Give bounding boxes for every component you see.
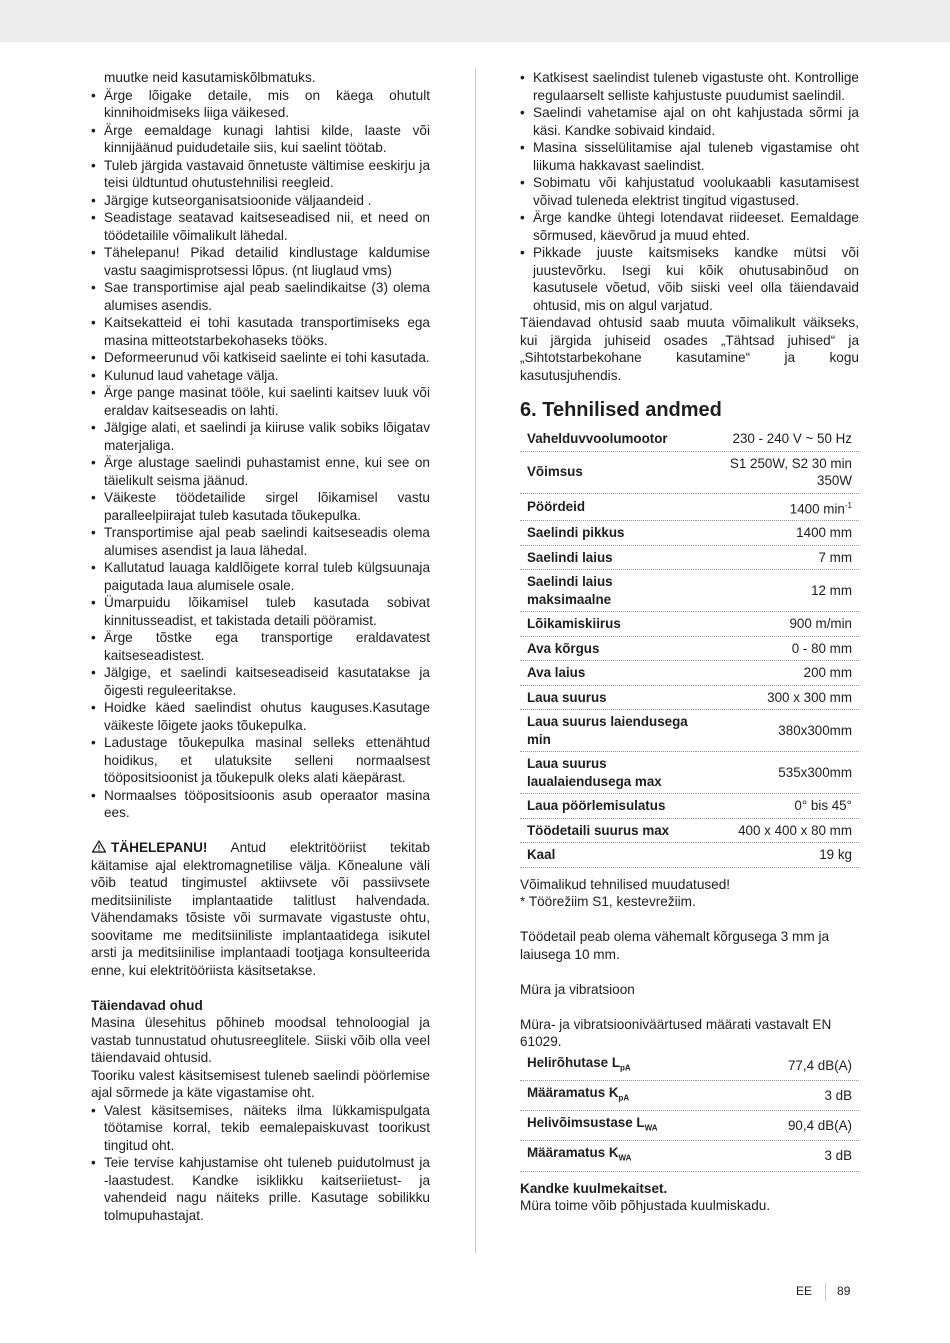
hazard-list bbox=[520, 69, 859, 314]
left-column bbox=[91, 69, 430, 1224]
spec-value bbox=[696, 661, 859, 686]
spec-value-text: 380x300mm bbox=[778, 723, 852, 739]
list-item: • Järgige kutseorganisatsioonide väljaandeid . bbox=[91, 192, 430, 210]
noise-label-subscript: pA bbox=[618, 1093, 630, 1103]
spec-value-text: 400 x 400 x 80 mm bbox=[738, 822, 852, 838]
spec-value-text: 0 - 80 mm bbox=[791, 640, 852, 656]
noise-label bbox=[520, 1141, 696, 1171]
spec-value-text: 230 - 240 V ~ 50 Hz bbox=[732, 431, 852, 446]
spec-value-text: 0° bis 45° bbox=[794, 798, 852, 814]
spec-label: Saelindi pikkus bbox=[520, 521, 696, 546]
spec-row bbox=[520, 636, 859, 661]
spec-label: Laua suurus laiendusega min bbox=[520, 710, 696, 752]
spec-value bbox=[696, 818, 859, 843]
noise-label-subscript: WA bbox=[618, 1154, 632, 1164]
noise-label-text: Helivõimsustase L bbox=[527, 1115, 645, 1131]
list-item: • Ärge kandke ühtegi lotendavat riideeset. Eemaldage sõrmused, käevõrud ja muud ehted. bbox=[520, 209, 859, 244]
spec-value bbox=[696, 794, 859, 819]
spec-label: Ava kõrgus bbox=[520, 636, 696, 661]
spec-value-text: 1400 mm bbox=[796, 525, 852, 541]
list-item: • Pikkade juuste kaitsmiseks kandke mütsi või juustevõrku. Isegi kui kõik ohutusabinõud on kasutusele võetud, võib siiski veel olla täiendavaid ohtusid, mis on algul varjatud. bbox=[520, 244, 859, 314]
spec-label: Pöördeid bbox=[520, 493, 696, 521]
list-item: • Jälgige alati, et saelindi ja kiiruse valik sobiks lõigatav materjaliga. bbox=[91, 419, 430, 454]
spec-row bbox=[520, 843, 859, 868]
list-item: • Ümarpuidu lõikamisel tuleb kasutada sobivat kinnitusseadist, et takistada detaili pööramist. bbox=[91, 594, 430, 629]
list-item: • Tuleb järgida vastavaid õnnetuste vältimise eeskirju ja teisi üldtuntud ohutustehnilisi reegleid. bbox=[91, 157, 430, 192]
page-footer bbox=[796, 1283, 850, 1301]
note-mode: * Töörežiim S1, kestevrežiim. bbox=[520, 894, 696, 910]
noise-table bbox=[520, 1051, 859, 1172]
spec-label: Laua suurus bbox=[520, 685, 696, 710]
noise-title: Müra ja vibratsioon bbox=[520, 981, 635, 997]
list-item: • Transportimise ajal peab saelindi kaitseseadis olema alumises asendist ja laua lähedal. bbox=[91, 524, 430, 559]
list-item: • Hoidke käed saelindist ohutus kauguses.Kasutage väikeste lõigete jaoks tõukepulka. bbox=[91, 699, 430, 734]
warning-paragraph bbox=[91, 839, 430, 979]
noise-label-subscript: pA bbox=[620, 1063, 631, 1073]
spec-value bbox=[696, 752, 859, 794]
workpiece-note: Töödetail peab olema vähemalt kõrgusega 3 mm ja laiusega 10 mm. bbox=[520, 929, 830, 962]
noise-text: Müra- ja vibratsiooniväärtused määrati vastavalt EN 61029. bbox=[520, 1016, 832, 1050]
spec-row bbox=[520, 451, 859, 493]
spec-label: Kaal bbox=[520, 843, 696, 868]
list-item: • Normaalses tööpositsioonis asub operaator masina ees. bbox=[91, 787, 430, 822]
noise-row bbox=[520, 1051, 859, 1081]
spec-label: Töödetaili suurus max bbox=[520, 818, 696, 843]
spec-value-text: 1400 min bbox=[789, 500, 845, 516]
spec-row bbox=[520, 685, 859, 710]
spec-label: Võimsus bbox=[520, 451, 696, 493]
spec-value bbox=[696, 843, 859, 868]
list-item: • Sobimatu või kahjustatud voolukaabli kasutamisest võivad tuleneda elektrist tingitud vigastused. bbox=[520, 174, 859, 209]
intro-line: muutke neid kasutamiskõlbmatuks. bbox=[104, 70, 316, 85]
noise-row bbox=[520, 1081, 859, 1111]
spec-value-text: 900 m/min bbox=[789, 616, 852, 632]
header-band bbox=[0, 0, 950, 42]
hearing-text: Müra toime võib põhjustada kuulmiskadu. bbox=[520, 1198, 771, 1214]
list-item: • Kallutatud lauaga kaldlõigete korral tuleb külgsuunaja paigutada laua alumisele osale. bbox=[91, 559, 430, 594]
hearing-title: Kandke kuulmekaitset. bbox=[520, 1180, 668, 1196]
list-item: • Saelindi vahetamise ajal on oht kahjustada sõrmi ja käsi. Kandke sobivaid kindaid. bbox=[520, 104, 859, 139]
list-item: • Seadistage seatavad kaitseseadised nii, et need on töödetailile võimalikult lähedal. bbox=[91, 209, 430, 244]
list-item: • Valest käsitsemises, näiteks ilma lükkamispulgata töötamise korral, tekib eemalepaiskuvast toorikust tingitud oht. bbox=[91, 1102, 430, 1155]
extra-hazards-title: Täiendavad ohud bbox=[91, 997, 203, 1013]
spec-row bbox=[520, 661, 859, 686]
spec-value bbox=[696, 427, 859, 451]
list-item: • Ärge alustage saelindi puhastamist enne, kui see on täielikult seisma jäänud. bbox=[91, 454, 430, 489]
safety-list bbox=[91, 87, 430, 822]
spec-value bbox=[696, 493, 859, 521]
spec-value bbox=[696, 545, 859, 570]
list-item: • Ärge pange masinat tööle, kui saelinti kaitsev luuk või eraldav kaitseseadis on lahti. bbox=[91, 384, 430, 419]
noise-row bbox=[520, 1111, 859, 1141]
spec-row bbox=[520, 427, 859, 451]
noise-label-text: Määramatus K bbox=[527, 1085, 619, 1101]
spec-value-text: 19 kg bbox=[819, 847, 852, 863]
list-item: • Deformeerunud või katkiseid saelinte ei tohi kasutada. bbox=[91, 349, 430, 367]
spec-row bbox=[520, 570, 859, 612]
spec-value-text: 7 mm bbox=[818, 549, 852, 565]
spec-value bbox=[696, 636, 859, 661]
spec-value-text: S1 250W, S2 30 min 350W bbox=[729, 455, 852, 488]
spec-value bbox=[696, 685, 859, 710]
extra-hazards-p1: Masina ülesehitus põhineb moodsal tehnoloogial ja vastab tunnustatud ohutusreeglitele. Siiski võib olla veel täiendavaid ohtusid. bbox=[91, 1015, 430, 1065]
spec-label: Ava laius bbox=[520, 661, 696, 686]
noise-value: 77,4 dB(A) bbox=[696, 1051, 859, 1081]
spec-row bbox=[520, 710, 859, 752]
spec-value bbox=[696, 451, 859, 493]
page-number: 89 bbox=[837, 1284, 851, 1299]
spec-row bbox=[520, 794, 859, 819]
noise-value: 90,4 dB(A) bbox=[696, 1111, 859, 1141]
noise-label-text: Määramatus K bbox=[527, 1145, 619, 1161]
list-item: • Kulunud laud vahetage välja. bbox=[91, 367, 430, 385]
warning-triangle-icon bbox=[91, 840, 107, 853]
spec-value-exponent: -1 bbox=[844, 500, 852, 510]
spec-row bbox=[520, 818, 859, 843]
noise-label bbox=[520, 1081, 696, 1111]
column-divider bbox=[475, 68, 476, 1253]
extra-hazards-p2: Tooriku valest käsitsemisest tuleneb saelindi pöörlemise ajal sõrmede ja käte vigastamise oht. bbox=[91, 1067, 430, 1100]
noise-label-text: Helirõhutase L bbox=[527, 1054, 621, 1070]
noise-value: 3 dB bbox=[696, 1141, 859, 1171]
list-item: • Tähelepanu! Pikad detailid kindlustage kaldumise vastu saagimisprotsessi lõpus. (nt liuglaud vms) bbox=[91, 244, 430, 279]
spec-row bbox=[520, 521, 859, 546]
spec-value-text: 300 x 300 mm bbox=[767, 689, 852, 705]
closing-paragraph: Täiendavad ohtusid saab muuta võimalikult väikseks, kui järgida juhiseid osades „Tähtsad juhised“ ja „Sihtotstarbekohane kasutamine“ ja kogu kasutusjuhendis. bbox=[520, 315, 859, 383]
footer-separator bbox=[825, 1283, 826, 1301]
spec-label: Laua pöörlemisulatus bbox=[520, 794, 696, 819]
noise-row bbox=[520, 1141, 859, 1171]
noise-label bbox=[520, 1051, 696, 1081]
list-item: • Teie tervise kahjustamise oht tuleneb puidutolmust ja -laastudest. Kandke isiklikku kaitseriietust- ja vahendeid nagu näiteks prille. Kasutage sobilikku tolmupuhastajat. bbox=[91, 1154, 430, 1224]
noise-value: 3 dB bbox=[696, 1081, 859, 1111]
spec-label: Vahelduvvoolumootor bbox=[520, 427, 696, 451]
warning-text: Antud elektritööriist tekitab käitamise ajal elektromagnetilise välja. Kõnealune väli võib teatud tingimustel aktiivsete või passiivsete meditsiiniliste implantaatide talitlust halvendada. Vähendamaks tõsiste või surmavate vigastuste ohtu, soovitame me meditsiiniliste implantaatidega isikutel arsti ja meditsiinilise implantaadi tootjaga konsulteerida enne, kui elektritööriista käsitsetakse. bbox=[91, 840, 431, 978]
spec-value-text: 12 mm bbox=[811, 583, 852, 599]
language-code: EE bbox=[796, 1284, 813, 1299]
list-item: • Sae transportimise ajal peab saelindikaitse (3) olema alumises asendis. bbox=[91, 279, 430, 314]
section-title: 6. Tehnilised andmed bbox=[520, 399, 722, 421]
warning-title: TÄHELEPANU! bbox=[111, 840, 208, 855]
spec-label: Saelindi laius maksimaalne bbox=[520, 570, 696, 612]
spec-value bbox=[696, 570, 859, 612]
spec-value bbox=[696, 521, 859, 546]
spec-value-text: 200 mm bbox=[803, 665, 852, 681]
list-item: • Masina sisselülitamise ajal tuleneb vigastamise oht liikuma hakkavast saelindist. bbox=[520, 139, 859, 174]
list-item: • Väikeste töödetailide sirgel lõikamisel vastu paralleelpiirajat tuleb kasutada tõukepulka. bbox=[91, 489, 430, 524]
spec-value bbox=[696, 612, 859, 637]
right-column bbox=[520, 69, 859, 1215]
spec-label: Lõikamiskiirus bbox=[520, 612, 696, 637]
spec-row bbox=[520, 612, 859, 637]
note-changes: Võimalikud tehnilised muudatused! bbox=[520, 876, 731, 892]
noise-label-subscript: WA bbox=[644, 1123, 658, 1133]
spec-row bbox=[520, 752, 859, 794]
noise-label bbox=[520, 1111, 696, 1141]
list-item: • Ärge eemaldage kunagi lahtisi kilde, laaste või kinnijäänud puidudetaile siis, kui saelint töötab. bbox=[91, 122, 430, 157]
list-item: • Jälgige, et saelindi kaitseseadiseid kasutatakse ja õigesti reguleeritakse. bbox=[91, 664, 430, 699]
spec-row bbox=[520, 545, 859, 570]
spec-value-text: 535x300mm bbox=[778, 765, 852, 781]
list-item: • Ladustage tõukepulka masinal selleks ettenähtud hoidikus, et ulatuksite selleni normaalsest tööpositsioonist ja tõukepulk oleks alati käepärast. bbox=[91, 734, 430, 787]
extra-hazards-list bbox=[91, 1102, 430, 1225]
list-item: • Kaitsekatteid ei tohi kasutada transportimiseks ega masina mitteotstarbekohaseks tööks. bbox=[91, 314, 430, 349]
list-item: • Ärge lõigake detaile, mis on käega ohutult kinnihoidmiseks liiga väikesed. bbox=[91, 87, 430, 122]
list-item: • Katkisest saelindist tuleneb vigastuste oht. Kontrollige regulaarselt selliste kahjustuste puudumist saelindil. bbox=[520, 69, 859, 104]
spec-value bbox=[696, 710, 859, 752]
spec-label: Laua suurus laualaiendusega max bbox=[520, 752, 696, 794]
spec-row bbox=[520, 493, 859, 521]
spec-table bbox=[520, 427, 859, 868]
list-item: • Ärge tõstke ega transportige eraldavatest kaitseseadistest. bbox=[91, 629, 430, 664]
spec-label: Saelindi laius bbox=[520, 545, 696, 570]
